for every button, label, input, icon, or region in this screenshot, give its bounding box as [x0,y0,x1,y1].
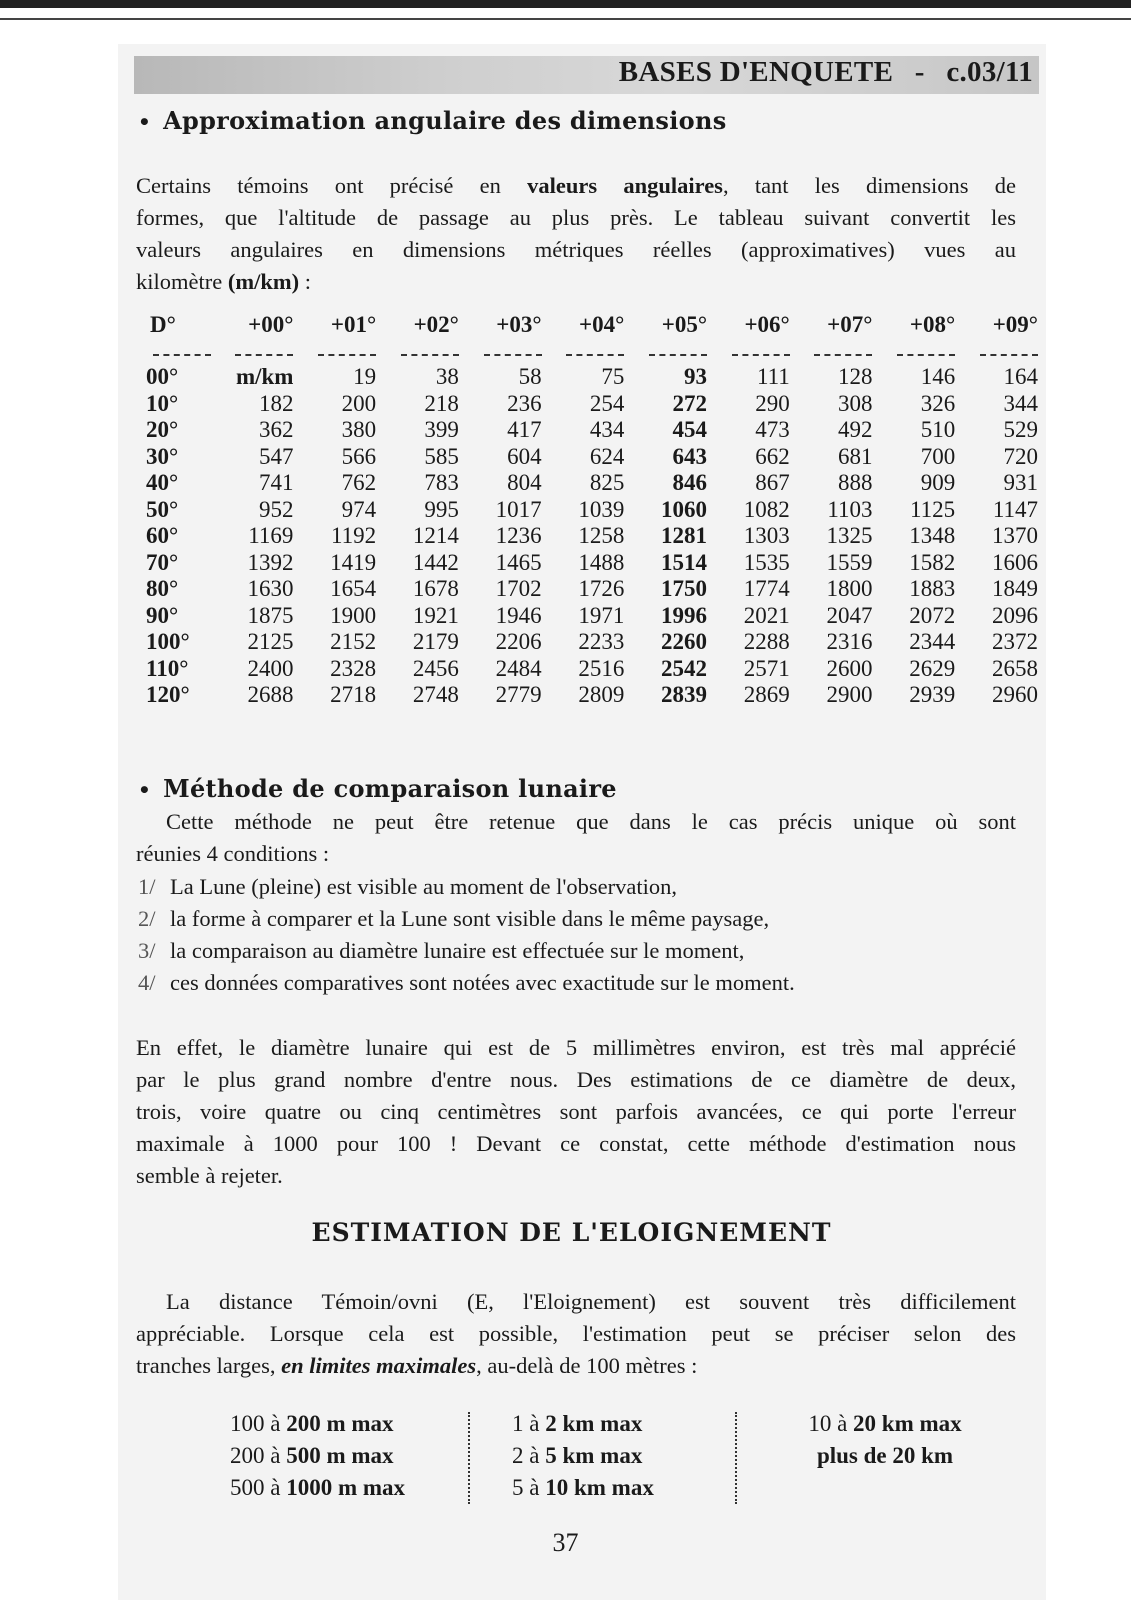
table-row [132,364,1042,391]
table-cell: 128 [837,364,873,389]
table-cell: 510 [920,417,956,442]
dash-rule [814,354,872,356]
table-cell: 2400 [247,655,294,681]
table-cell: 2456 [412,655,459,681]
table-cell: 2718 [330,682,377,707]
table-column-header: +01° [330,312,377,337]
dash-rule [732,354,790,356]
table-cell: 1654 [330,576,377,601]
table-cell: 1535 [743,549,790,575]
table-cell: 604 [507,443,542,469]
table-cell: 762 [341,470,377,495]
table-cell: 200 [341,390,377,416]
table-cell: 308 [837,390,873,416]
range-item: 5 à 10 km max [512,1475,654,1500]
table-cell: 326 [920,390,956,416]
table-column-header: +05° [661,312,708,337]
table-column-header: +09° [992,312,1038,337]
table-cell: 1702 [495,576,542,601]
table-cell: 2344 [909,629,956,654]
table-cell: 1849 [992,576,1038,601]
row-angle-label: 110° [146,655,189,681]
table-cell: 529 [1003,417,1038,442]
table-cell: 2688 [247,682,294,707]
dash-rule [318,354,376,356]
scan-edge-line [0,18,1131,20]
table-cell: 931 [1003,470,1038,495]
range-item: 100 à 200 m max [230,1411,394,1436]
table-cell: 19 [353,364,377,389]
table-cell: 1726 [578,576,625,601]
range-item: plus de 20 km [816,1443,954,1468]
condition-item: 1/ La Lune (pleine) est visible au moment de l'observation, [138,874,678,899]
table-cell: 867 [755,470,790,495]
table-cell: 1169 [248,523,294,548]
table-cell: 473 [755,417,790,442]
table-row [132,497,1042,524]
text-line: Certains témoins ont précisé en valeurs angulaires, tant les dimensions de [136,173,1016,198]
table-cell: 1442 [412,549,459,575]
table-cell: 720 [1003,443,1038,469]
row-angle-label: 120° [146,682,190,707]
table-row [132,656,1042,683]
table-cell: 1060 [661,496,708,522]
table-cell: 2206 [495,629,542,654]
scan-edge [0,0,1131,8]
table-cell: 1192 [331,523,377,548]
table-cell: 846 [672,470,708,495]
table-cell: 38 [435,364,459,389]
table-column-header: +04° [579,312,625,337]
row-angle-label: 10° [146,390,179,416]
table-cell: 952 [258,496,294,522]
table-row [132,523,1042,550]
table-cell: 1236 [495,523,542,548]
table-cell: 741 [258,470,294,495]
paragraph-lunar-intro [136,806,1016,870]
range-column-meters [230,1408,405,1504]
range-column-km [512,1408,654,1504]
table-row [132,629,1042,656]
table-cell: 995 [424,496,459,522]
header-code: c.03/11 [946,56,1033,88]
table-column-header: D° [150,312,176,337]
table-column-header: +06° [744,312,790,337]
table-cell: 254 [589,390,625,416]
table-cell: 344 [1003,390,1038,416]
table-cell: 1214 [412,523,459,548]
range-column-far [790,1408,980,1472]
dash-rule [153,354,211,356]
table-cell: 1325 [826,523,873,548]
table-column-header: +00° [248,312,294,337]
section-title-distance: ESTIMATION DE L'ELOIGNEMENT [311,1218,832,1247]
table-cell: 2179 [412,629,459,654]
table-cell: 909 [920,470,956,495]
paragraph-lunar-critique [136,1032,1016,1192]
condition-item: 3/ la comparaison au diamètre lunaire est effectuée sur le moment, [138,938,745,963]
table-cell: 417 [507,417,542,442]
row-angle-label: 60° [146,523,179,548]
table-cell: 236 [507,390,542,416]
row-angle-label: 70° [146,549,179,575]
column-divider [468,1412,470,1504]
angle-conversion-table [132,308,1042,709]
text-line: valeurs angulaires en dimensions métriques réelles (approximatives) vues au [136,237,1016,262]
row-angle-label: 100° [146,629,190,654]
table-cell: 2288 [743,629,790,654]
table-column-header: +03° [496,312,542,337]
table-column-header: +02° [413,312,459,337]
condition-item: 2/ la forme à comparer et la Lune sont visible dans le même paysage, [138,906,770,931]
table-cell: 1678 [412,576,459,601]
table-cell: 2960 [992,682,1038,707]
dash-rule [566,354,624,356]
table-row [132,444,1042,471]
table-cell: 399 [424,417,459,442]
table-cell: 2571 [743,655,790,681]
header-title: BASES D'ENQUETE [618,56,894,88]
bullet-icon: • [138,110,152,134]
table-cell: 75 [601,364,625,389]
table-cell: 1281 [661,523,708,548]
row-angle-label: 90° [146,602,179,628]
text-line: tranches larges, en limites maximales, au-delà de 100 mètres : [136,1353,698,1378]
table-cell: 547 [258,443,294,469]
row-angle-label: 20° [146,417,179,442]
table-cell: 1921 [412,602,459,628]
paragraph-distance [136,1286,1016,1382]
table-cell: 434 [589,417,625,442]
text-line: Cette méthode ne peut être retenue que dans le cas précis unique où sont [166,809,1016,834]
table-row [132,550,1042,577]
table-cell: 2316 [826,629,873,654]
table-cell: 272 [672,390,708,416]
row-angle-label: 00° [146,364,179,389]
table-cell: 1392 [247,549,294,575]
table-cell: 2809 [578,682,625,707]
row-angle-label: 50° [146,496,179,522]
condition-item: 4/ ces données comparatives sont notées avec exactitude sur le moment. [138,970,795,995]
table-cell: 93 [684,364,708,389]
table-cell: 2328 [330,655,377,681]
table-cell: 1582 [909,549,956,575]
table-cell: 1258 [578,523,625,548]
row-angle-label: 40° [146,470,179,495]
table-cell: 1774 [743,576,790,601]
table-row [132,417,1042,444]
text-line: par le plus grand nombre d'entre nous. Des estimations de ce diamètre de deux, [136,1067,1016,1092]
table-row [132,682,1042,709]
dash-rule [897,354,955,356]
table-cell: 1946 [495,602,542,628]
table-column-header: +08° [909,312,956,337]
table-cell: 1488 [578,549,625,575]
header-separator: - [914,56,925,88]
table-cell: 290 [755,390,790,416]
table-cell: 2125 [247,629,294,654]
table-cell: m/km [235,364,294,389]
dash-rule [980,354,1038,356]
table-cell: 1303 [743,523,790,548]
row-angle-label: 30° [146,443,179,469]
table-cell: 1750 [661,576,708,601]
page-number: 37 [552,1528,579,1557]
table-cell: 2600 [826,655,873,681]
table-cell: 1606 [992,549,1038,575]
table-cell: 1996 [661,602,708,628]
table-cell: 58 [518,364,542,389]
table-cell: 1039 [578,496,625,522]
page-header [619,56,1033,89]
range-item: 2 à 5 km max [512,1443,643,1468]
table-cell: 218 [424,390,459,416]
table-cell: 2021 [743,602,790,628]
table-cell: 2516 [578,655,625,681]
table-cell: 1147 [992,496,1038,522]
text-line: semble à rejeter. [136,1163,283,1188]
text-line: maximale à 1000 pour 100 ! Devant ce constat, cette méthode d'estimation nous [136,1131,1016,1156]
dash-rule [235,354,293,356]
table-cell: 1082 [743,496,790,522]
table-row [132,603,1042,630]
table-cell: 182 [258,390,294,416]
table-cell: 1883 [909,576,956,601]
table-cell: 700 [920,443,956,469]
table-header-row [132,308,1042,342]
table-row [132,576,1042,603]
table-cell: 2372 [992,629,1038,654]
table-cell: 2542 [661,655,708,681]
table-dash-row [132,342,1042,364]
text-line: kilomètre (m/km) : [136,269,311,294]
table-cell: 974 [341,496,377,522]
table-cell: 2748 [412,682,459,707]
text-line: appréciable. Lorsque cela est possible, l'estimation peut se préciser selon des [136,1321,1016,1346]
text-line: En effet, le diamètre lunaire qui est de 5 millimètres environ, est très mal apprécié [136,1035,1016,1060]
table-cell: 1514 [661,549,708,575]
table-cell: 492 [837,417,873,442]
table-cell: 2779 [495,682,542,707]
table-cell: 1630 [247,576,294,601]
table-cell: 662 [755,443,790,469]
paragraph-angular-intro [136,170,1016,298]
table-cell: 2484 [495,655,542,681]
text-line: réunies 4 conditions : [136,841,330,866]
table-cell: 1348 [909,523,956,548]
range-item: 1 à 2 km max [512,1411,643,1436]
table-row [132,391,1042,418]
table-cell: 585 [424,443,459,469]
table-cell: 1559 [826,549,873,575]
table-cell: 1125 [910,496,956,522]
table-cell: 2939 [909,682,956,707]
table-cell: 825 [589,470,625,495]
table-cell: 804 [507,470,542,495]
dash-rule [649,354,707,356]
table-cell: 380 [341,417,377,442]
bullet-icon: • [138,778,152,802]
dash-rule [484,354,542,356]
table-cell: 146 [920,364,956,389]
text-line: La distance Témoin/ovni (E, l'Eloignement) est souvent très difficilement [166,1289,1016,1314]
range-item: 200 à 500 m max [230,1443,394,1468]
section-title-lunar [138,774,617,803]
column-divider [735,1412,737,1504]
table-row [132,470,1042,497]
table-cell: 2658 [992,655,1038,681]
table-cell: 2839 [661,682,708,707]
table-cell: 2047 [826,602,873,628]
table-cell: 2152 [330,629,377,654]
table-cell: 111 [756,364,790,389]
text-line: formes, que l'altitude de passage au plus près. Le tableau suivant convertit les [136,205,1016,230]
table-cell: 1419 [330,549,377,575]
section-title-text: Approximation angulaire des dimensions [163,106,727,135]
table-cell: 643 [672,443,708,469]
table-cell: 681 [837,443,873,469]
table-cell: 783 [424,470,459,495]
table-cell: 2233 [578,629,625,654]
table-column-header: +07° [827,312,873,337]
text-line: trois, voire quatre ou cinq centimètres sont parfois avancées, ce qui porte l'erreur [136,1099,1016,1124]
table-cell: 454 [672,417,708,442]
table-cell: 1465 [495,549,542,575]
table-cell: 1875 [247,602,294,628]
row-angle-label: 80° [146,576,179,601]
table-cell: 1103 [827,496,873,522]
table-cell: 888 [837,470,873,495]
table-cell: 624 [589,443,625,469]
range-item: 500 à 1000 m max [230,1475,406,1500]
table-cell: 1971 [578,602,625,628]
table-cell: 1900 [330,602,377,628]
section-title-text: Méthode de comparaison lunaire [163,774,617,803]
table-cell: 362 [258,417,294,442]
dash-rule [401,354,459,356]
table-cell: 566 [341,443,377,469]
table-cell: 2869 [743,682,790,707]
table-cell: 2900 [826,682,873,707]
table-cell: 1370 [992,523,1038,548]
section-title-angular [138,106,727,135]
table-cell: 2096 [992,602,1038,628]
table-cell: 2629 [909,655,956,681]
table-cell: 2260 [661,629,708,654]
range-item: 10 à 20 km max [808,1411,962,1436]
table-cell: 1800 [826,576,873,601]
table-cell: 2072 [909,602,956,628]
table-cell: 164 [1003,364,1038,389]
table-cell: 1017 [495,496,542,522]
